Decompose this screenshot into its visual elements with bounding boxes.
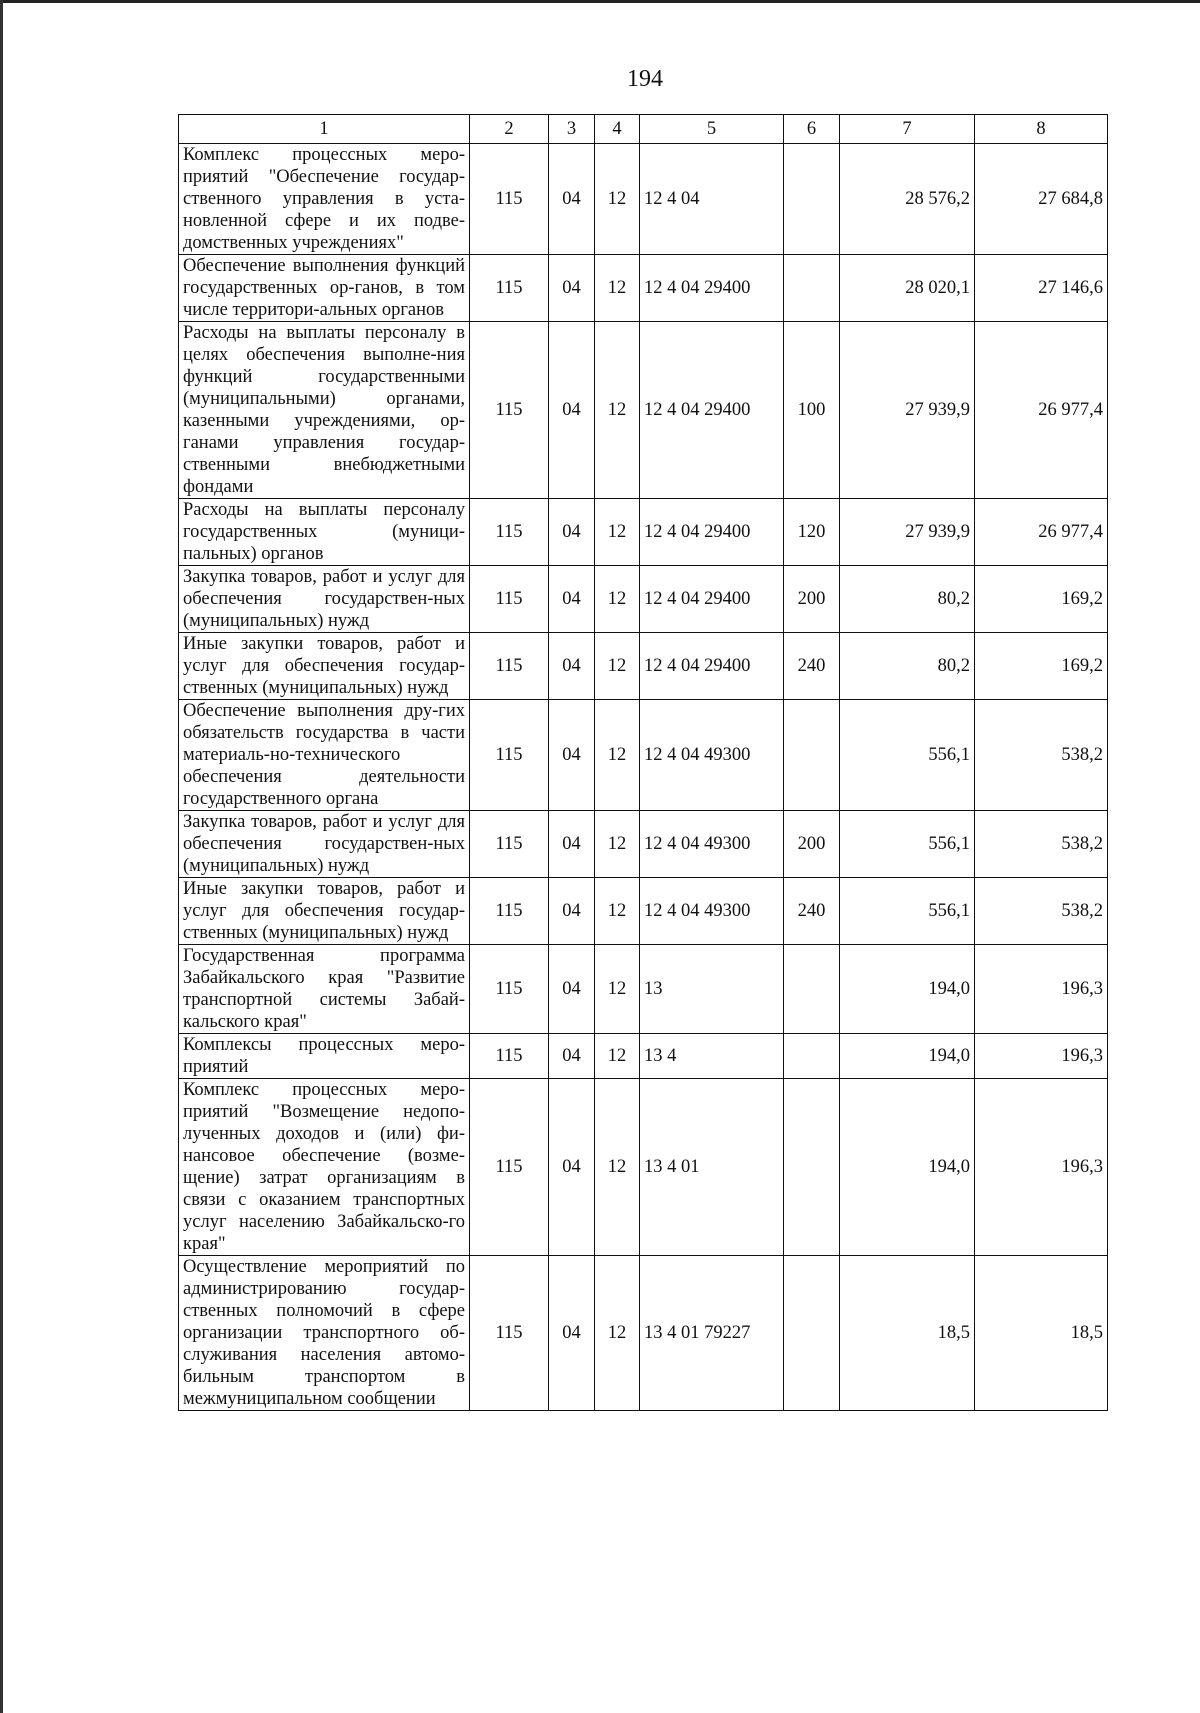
expense-type xyxy=(784,1256,840,1411)
code-subsection: 12 xyxy=(595,700,640,811)
expense-type xyxy=(784,255,840,322)
expense-type xyxy=(784,1079,840,1256)
item-name: Расходы на выплаты персоналу государственных (муници-пальных) органов xyxy=(179,499,470,566)
amount-year-1: 556,1 xyxy=(840,811,975,878)
table-row xyxy=(179,255,1108,322)
amount-year-2: 18,5 xyxy=(975,1256,1108,1411)
amount-year-2: 26 977,4 xyxy=(975,322,1108,499)
code-ministry: 115 xyxy=(470,945,549,1034)
header-cell: 3 xyxy=(549,115,595,144)
code-section: 04 xyxy=(549,878,595,945)
amount-year-2: 196,3 xyxy=(975,1034,1108,1079)
header-cell: 1 xyxy=(179,115,470,144)
item-name: Закупка товаров, работ и услуг для обеспечения государствен-ных (муниципальных) нужд xyxy=(179,811,470,878)
table-row xyxy=(179,1079,1108,1256)
header-cell: 7 xyxy=(840,115,975,144)
code-subsection: 12 xyxy=(595,1256,640,1411)
amount-year-2: 538,2 xyxy=(975,811,1108,878)
target-article: 12 4 04 29400 xyxy=(640,255,784,322)
code-subsection: 12 xyxy=(595,322,640,499)
target-article: 12 4 04 xyxy=(640,144,784,255)
header-cell: 5 xyxy=(640,115,784,144)
item-name: Комплекс процессных меро-приятий "Обеспечение государ-ственного управления в уста-новленной сфере и их подве-домственных учреждениях" xyxy=(179,144,470,255)
header-cell: 8 xyxy=(975,115,1108,144)
item-name: Комплексы процессных меро-приятий xyxy=(179,1034,470,1079)
code-section: 04 xyxy=(549,566,595,633)
target-article: 13 4 xyxy=(640,1034,784,1079)
header-row xyxy=(179,115,1108,144)
code-ministry: 115 xyxy=(470,811,549,878)
target-article: 12 4 04 49300 xyxy=(640,700,784,811)
item-name: Обеспечение выполнения дру-гих обязательств государства в части материаль-но-технического обеспечения деятельности государственного органа xyxy=(179,700,470,811)
code-section: 04 xyxy=(549,144,595,255)
item-name: Закупка товаров, работ и услуг для обеспечения государствен-ных (муниципальных) нужд xyxy=(179,566,470,633)
amount-year-2: 538,2 xyxy=(975,700,1108,811)
amount-year-2: 26 977,4 xyxy=(975,499,1108,566)
code-ministry: 115 xyxy=(470,499,549,566)
expense-type xyxy=(784,144,840,255)
amount-year-1: 27 939,9 xyxy=(840,499,975,566)
target-article: 13 4 01 xyxy=(640,1079,784,1256)
code-ministry: 115 xyxy=(470,1256,549,1411)
code-section: 04 xyxy=(549,700,595,811)
code-ministry: 115 xyxy=(470,878,549,945)
table-row xyxy=(179,811,1108,878)
amount-year-1: 80,2 xyxy=(840,566,975,633)
expense-type xyxy=(784,1034,840,1079)
code-section: 04 xyxy=(549,811,595,878)
code-section: 04 xyxy=(549,322,595,499)
amount-year-1: 28 020,1 xyxy=(840,255,975,322)
amount-year-1: 18,5 xyxy=(840,1256,975,1411)
budget-table xyxy=(178,114,1108,1411)
expense-type: 200 xyxy=(784,566,840,633)
item-name: Государственная программа Забайкальского края "Развитие транспортной системы Забай-кальского края" xyxy=(179,945,470,1034)
header-cell: 6 xyxy=(784,115,840,144)
code-section: 04 xyxy=(549,1079,595,1256)
code-subsection: 12 xyxy=(595,1079,640,1256)
table-row xyxy=(179,878,1108,945)
amount-year-2: 538,2 xyxy=(975,878,1108,945)
item-name: Иные закупки товаров, работ и услуг для обеспечения государ-ственных (муниципальных) нужд xyxy=(179,633,470,700)
table-row xyxy=(179,633,1108,700)
item-name: Комплекс процессных меро-приятий "Возмещение недопо-лученных доходов и (или) фи-нансовое обеспечение (возме-щение) затрат организациям в связи с оказанием транспортных услуг населению Забайкальско-го края" xyxy=(179,1079,470,1256)
target-article: 12 4 04 29400 xyxy=(640,499,784,566)
code-subsection: 12 xyxy=(595,144,640,255)
amount-year-1: 194,0 xyxy=(840,1079,975,1256)
expense-type: 100 xyxy=(784,322,840,499)
code-subsection: 12 xyxy=(595,811,640,878)
expense-type xyxy=(784,700,840,811)
table-row xyxy=(179,322,1108,499)
table-row xyxy=(179,700,1108,811)
code-section: 04 xyxy=(549,1256,595,1411)
amount-year-1: 556,1 xyxy=(840,700,975,811)
table-row xyxy=(179,566,1108,633)
amount-year-2: 169,2 xyxy=(975,633,1108,700)
code-ministry: 115 xyxy=(470,700,549,811)
code-ministry: 115 xyxy=(470,322,549,499)
expense-type: 240 xyxy=(784,633,840,700)
code-ministry: 115 xyxy=(470,1034,549,1079)
target-article: 12 4 04 29400 xyxy=(640,633,784,700)
target-article: 12 4 04 29400 xyxy=(640,322,784,499)
amount-year-1: 194,0 xyxy=(840,945,975,1034)
code-ministry: 115 xyxy=(470,144,549,255)
page-left-border xyxy=(0,0,3,1713)
code-subsection: 12 xyxy=(595,566,640,633)
target-article: 13 4 01 79227 xyxy=(640,1256,784,1411)
header-cell: 4 xyxy=(595,115,640,144)
target-article: 12 4 04 29400 xyxy=(640,566,784,633)
code-section: 04 xyxy=(549,633,595,700)
item-name: Иные закупки товаров, работ и услуг для обеспечения государ-ственных (муниципальных) нужд xyxy=(179,878,470,945)
amount-year-2: 196,3 xyxy=(975,945,1108,1034)
code-subsection: 12 xyxy=(595,945,640,1034)
expense-type: 200 xyxy=(784,811,840,878)
item-name: Обеспечение выполнения функций государственных ор-ганов, в том числе территори-альных органов xyxy=(179,255,470,322)
code-ministry: 115 xyxy=(470,1079,549,1256)
code-ministry: 115 xyxy=(470,566,549,633)
item-name: Расходы на выплаты персоналу в целях обеспечения выполне-ния функций государственными (муниципальными) органами, казенными учреждениями, ор-ганами управления государ-ственными внебюджетными фондами xyxy=(179,322,470,499)
header-cell: 2 xyxy=(470,115,549,144)
code-section: 04 xyxy=(549,499,595,566)
expense-type: 240 xyxy=(784,878,840,945)
amount-year-1: 194,0 xyxy=(840,1034,975,1079)
table-row xyxy=(179,499,1108,566)
code-section: 04 xyxy=(549,255,595,322)
amount-year-1: 28 576,2 xyxy=(840,144,975,255)
amount-year-2: 196,3 xyxy=(975,1079,1108,1256)
code-subsection: 12 xyxy=(595,499,640,566)
code-section: 04 xyxy=(549,945,595,1034)
code-ministry: 115 xyxy=(470,633,549,700)
table-row xyxy=(179,1034,1108,1079)
code-subsection: 12 xyxy=(595,255,640,322)
target-article: 13 xyxy=(640,945,784,1034)
amount-year-1: 556,1 xyxy=(840,878,975,945)
code-subsection: 12 xyxy=(595,633,640,700)
code-ministry: 115 xyxy=(470,255,549,322)
code-subsection: 12 xyxy=(595,1034,640,1079)
item-name: Осуществление мероприятий по администрированию государ-ственных полномочий в сфере организации транспортного об-служивания населения автомо-бильным транспортом в межмуниципальном сообщении xyxy=(179,1256,470,1411)
code-subsection: 12 xyxy=(595,878,640,945)
table-row xyxy=(179,144,1108,255)
target-article: 12 4 04 49300 xyxy=(640,878,784,945)
amount-year-2: 27 146,6 xyxy=(975,255,1108,322)
table-row xyxy=(179,945,1108,1034)
page-top-border xyxy=(0,0,1200,3)
page-number: 194 xyxy=(627,66,663,92)
expense-type xyxy=(784,945,840,1034)
table-row xyxy=(179,1256,1108,1411)
target-article: 12 4 04 49300 xyxy=(640,811,784,878)
expense-type: 120 xyxy=(784,499,840,566)
amount-year-2: 27 684,8 xyxy=(975,144,1108,255)
amount-year-1: 27 939,9 xyxy=(840,322,975,499)
code-section: 04 xyxy=(549,1034,595,1079)
amount-year-1: 80,2 xyxy=(840,633,975,700)
amount-year-2: 169,2 xyxy=(975,566,1108,633)
